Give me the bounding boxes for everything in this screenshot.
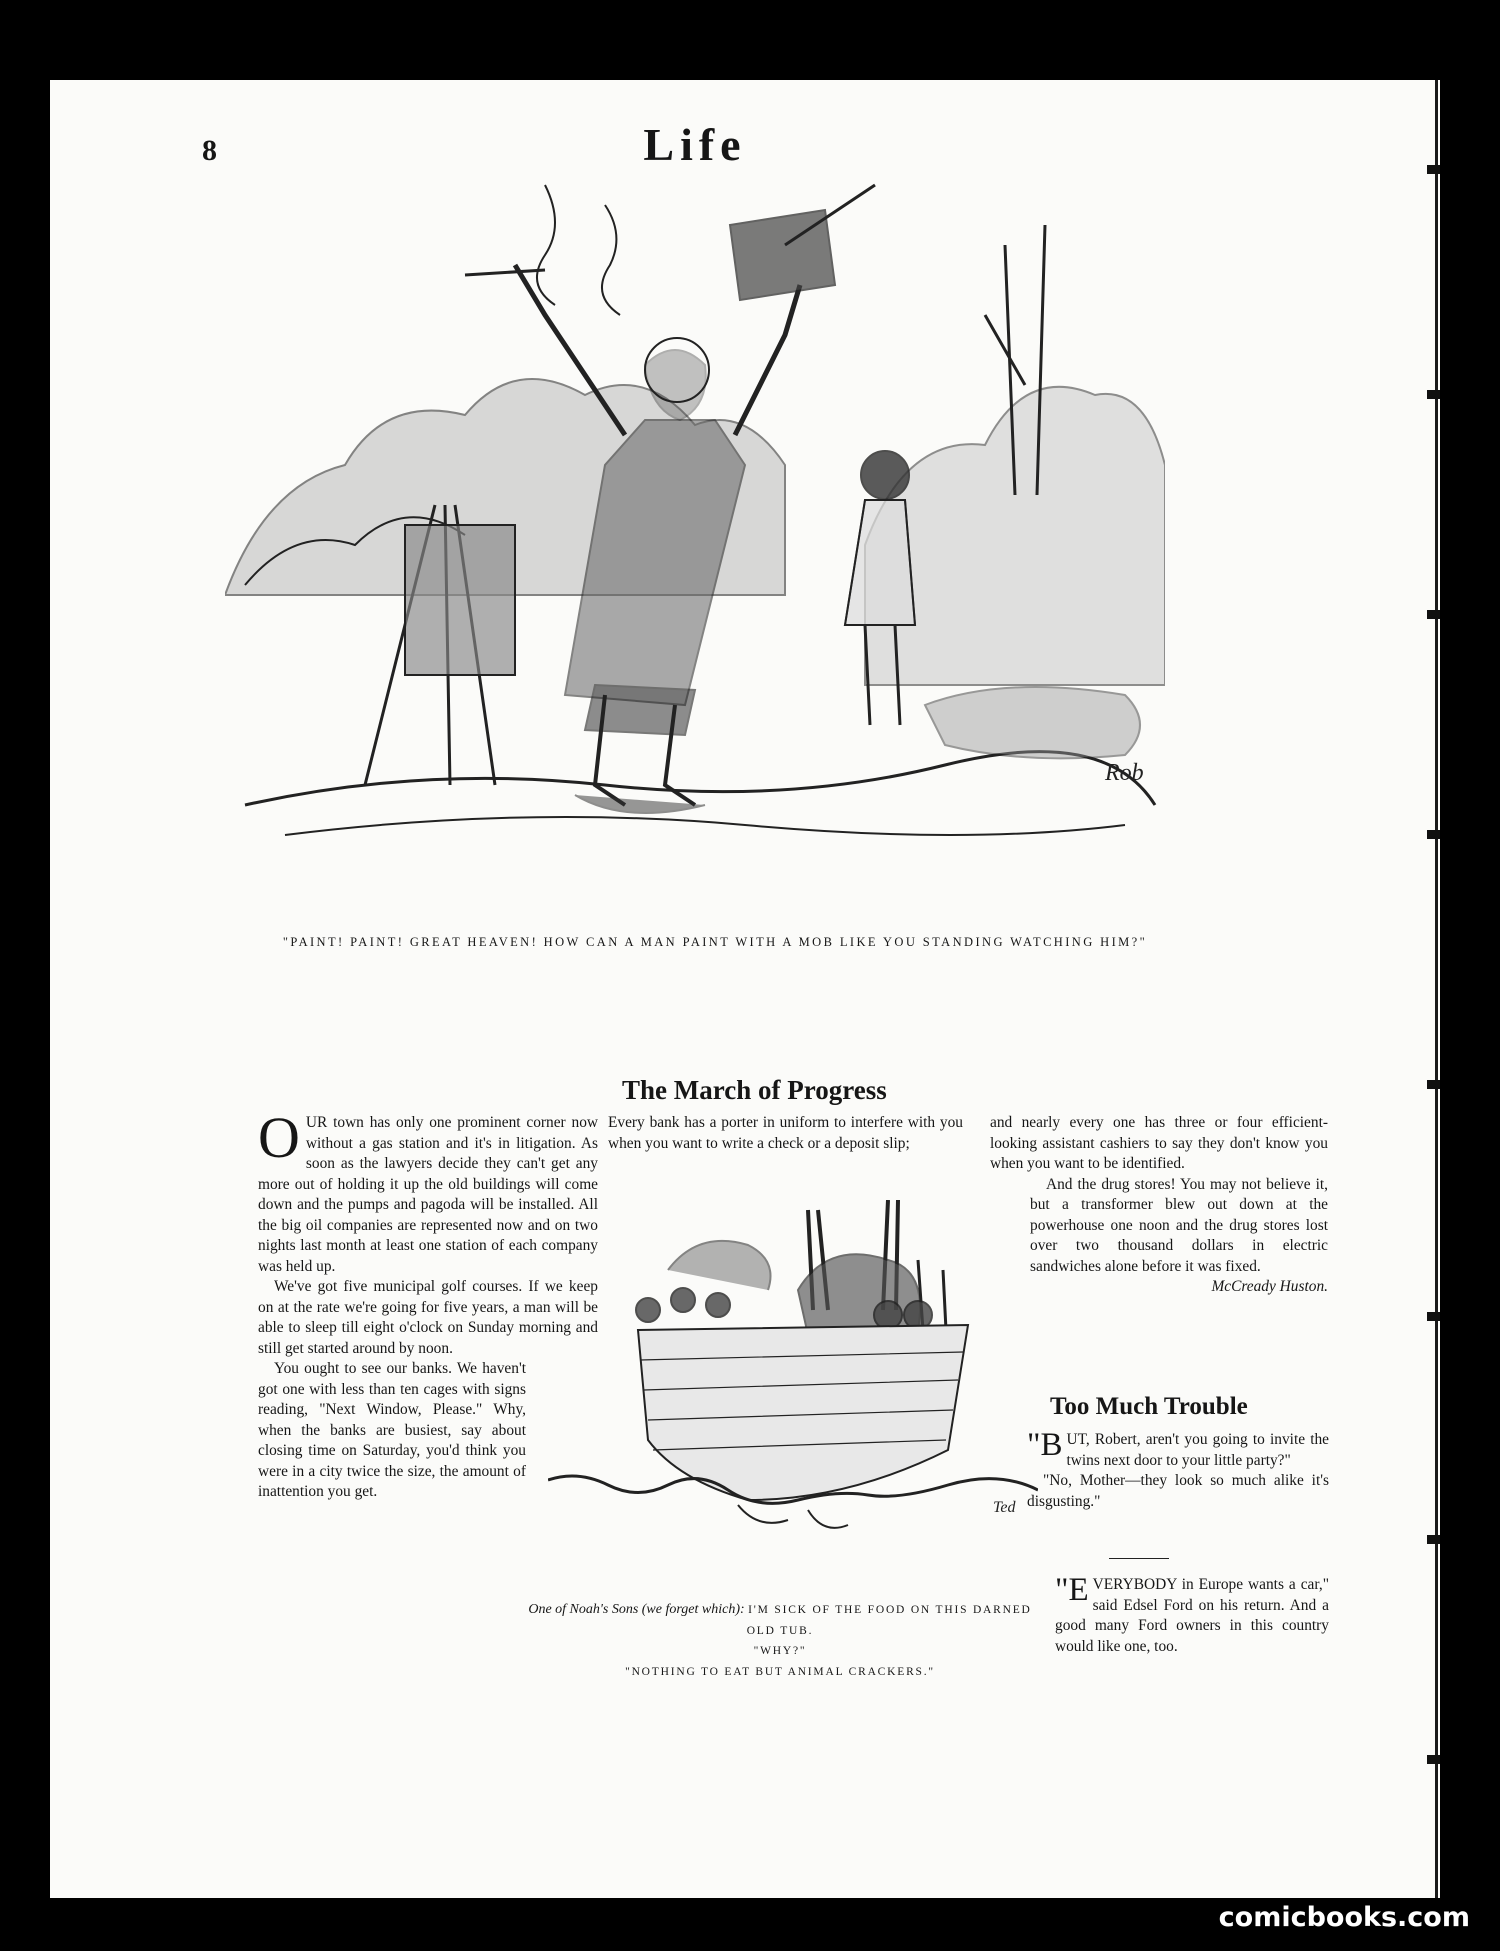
binding-stitch [1427, 390, 1440, 399]
caption-line: "NOTHING TO EAT BUT ANIMAL CRACKERS." [625, 1665, 935, 1678]
drop-cap: O [258, 1105, 300, 1170]
article-column-2 [608, 1113, 963, 1154]
noahs-ark-cartoon [548, 1200, 1038, 1545]
paragraph: Every bank has a porter in uniform to interfere with you when you want to write a check or a deposit slip; [608, 1114, 963, 1152]
painter-cartoon [225, 165, 1165, 855]
paragraph: "E VERYBODY in Europe wants a car," said Edsel Ford on his return. And a good many Ford owners in this country would like one, too. [1055, 1572, 1329, 1655]
cartoon-signature: Ted [993, 1499, 1016, 1516]
article-body [1027, 1427, 1329, 1512]
article-body [1055, 1572, 1329, 1657]
paragraph: and nearly every one has three or four efficient-looking assistant cashiers to say they don't know you when you want to be identified. [990, 1114, 1328, 1172]
masthead: Life [643, 119, 747, 170]
cartoon-caption: "PAINT! PAINT! GREAT HEAVEN! HOW CAN A MAN PAINT WITH A MOB LIKE YOU STANDING WATCHING HIM?" [282, 935, 1148, 949]
paragraph: You ought to see our banks. We haven't got one with less than ten cages with signs reading, "Next Window, Please." Why, when the banks are busiest, say about closing time on Saturday, you'd think you were in a city twice the size, the amount of inattention you get. [258, 1360, 526, 1500]
paragraph: "No, Mother—they look so much alike it's disgusting." [1027, 1472, 1329, 1510]
cartoon-signature: Rob [1105, 760, 1144, 786]
paragraph: We've got five municipal golf courses. If we keep on at the rate we're going for five years, a man will be able to sleep till eight o'clock on Sunday morning and still get started around by noon. [258, 1278, 598, 1357]
binding-stitch [1427, 1080, 1440, 1089]
article-column-3 [990, 1113, 1328, 1298]
binding-stitch [1427, 1755, 1440, 1764]
drop-cap: "B [1027, 1427, 1063, 1463]
caption-line: "WHY?" [753, 1645, 807, 1657]
ark-cartoon-caption [520, 1600, 1040, 1682]
divider [1109, 1558, 1169, 1559]
paragraph: "B UT, Robert, aren't you going to invite the twins next door to your little party?" [1027, 1427, 1329, 1469]
gutter-line [1435, 80, 1438, 1898]
watermark: comicbooks.com [1218, 1902, 1470, 1933]
paragraph: And the drug stores! You may not believe it, but a transformer blew out down at the powerhouse one noon and the drug stores lost over two thousand dollars in electric sandwiches alone before it was fixed. [1030, 1175, 1328, 1275]
binding-stitch [1427, 165, 1440, 174]
binding-stitch [1427, 1535, 1440, 1544]
article-title: Too Much Trouble [1050, 1393, 1248, 1420]
drop-cap: "E [1055, 1572, 1089, 1608]
page-number: 8 [202, 134, 217, 167]
paragraph: OUR town has only one prominent corner now without a gas station and it's in litigation. As soon as the lawyers decide they can't get any more out of holding it up the old buildings will come down and the pumps and pagoda will be installed. All the big oil companies are represented now and on two nights last month at least one station of each company was held up. [258, 1105, 598, 1275]
caption-line: One of Noah's Sons (we forget which): I'M SICK OF THE FOOD ON THIS DARNED OLD TUB. [528, 1602, 1032, 1637]
byline: McCready Huston. [1211, 1278, 1328, 1295]
article-column-1 [258, 1105, 598, 1503]
binding-stitch [1427, 1312, 1440, 1321]
article-title: The March of Progress [622, 1075, 887, 1105]
binding-stitch [1427, 610, 1440, 619]
binding-stitch [1427, 830, 1440, 839]
